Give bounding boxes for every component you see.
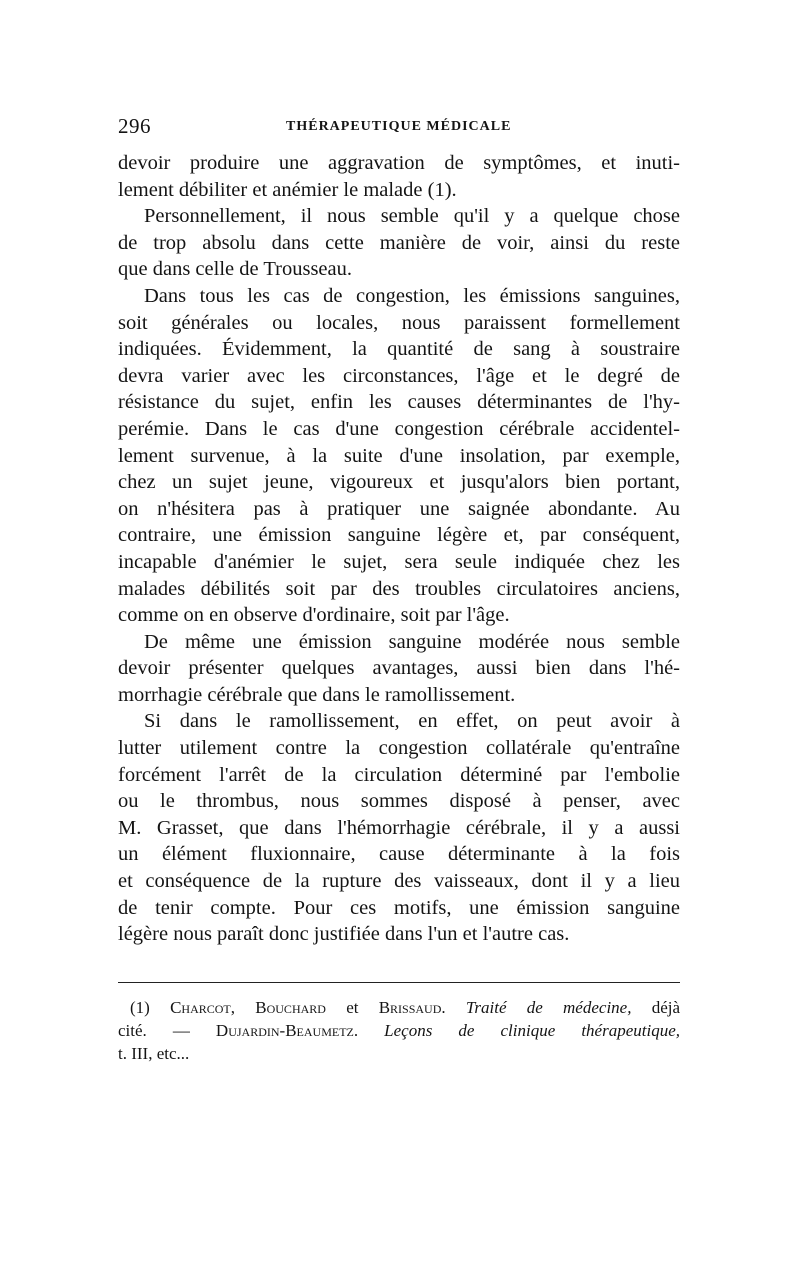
text-line: devoir produire une aggravation de symptômes, et inuti-: [118, 152, 680, 174]
footnote-work-title: Traité de médecine,: [465, 998, 632, 1017]
footnote-divider: [118, 982, 680, 983]
text-line: morrhagie cérébrale que dans le ramollissement.: [118, 683, 516, 706]
footnote-author: Charcot: [170, 998, 231, 1017]
text-line: lutter utilement contre la congestion collatérale qu'entraîne: [118, 737, 680, 760]
text-line: lement débiliter et anémier le malade (1).: [118, 178, 457, 201]
text-line: indiquées. Évidemment, la quantité de sang à soustraire: [118, 338, 680, 361]
text-line: légère nous paraît donc justifiée dans l'un et l'autre cas.: [118, 923, 570, 946]
text-line: de trop absolu dans cette manière de voir, ainsi du reste: [118, 231, 680, 254]
footnote-separator: .: [353, 1021, 385, 1040]
footnote-text: déjà: [631, 998, 681, 1017]
footnote-separator: ,: [230, 998, 256, 1017]
footnote-work-title: Leçons de clinique thérapeutique,: [384, 1021, 680, 1040]
text-line: ou le thrombus, nous sommes disposé à penser, avec: [118, 790, 680, 813]
text-line: incapable d'anémier le sujet, sera seule indiquée chez les: [118, 550, 680, 573]
text-line: chez un sujet jeune, vigoureux et jusqu'alors bien portant,: [118, 471, 680, 494]
footnote-marker: (1): [130, 998, 150, 1017]
text-line: et conséquence de la rupture des vaisseaux, dont il y a lieu: [118, 870, 680, 893]
page-header: [118, 114, 680, 144]
footnote-text: cité. —: [118, 1021, 216, 1040]
text-line: de tenir compte. Pour ces motifs, une émission sanguine: [118, 896, 680, 919]
text-line: perémie. Dans le cas d'une congestion cérébrale accidentel-: [118, 417, 680, 440]
footnote: [118, 996, 680, 1065]
footnote-author: Bouchard: [255, 998, 326, 1017]
text-line: comme on en observe d'ordinaire, soit par l'âge.: [118, 604, 510, 627]
footnote-conjunction: et: [325, 998, 379, 1017]
page-number: 296: [118, 114, 151, 138]
text-line: soit générales ou locales, nous paraissent formellement: [118, 311, 680, 334]
running-title: THÉRAPEUTIQUE MÉDICALE: [286, 119, 512, 134]
text-line: forcément l'arrêt de la circulation déterminé par l'embolie: [118, 763, 680, 786]
text-line: un élément fluxionnaire, cause déterminante à la fois: [118, 843, 680, 866]
text-line: résistance du sujet, enfin les causes déterminantes de l'hy-: [118, 391, 680, 414]
text-line: malades débilités soit par des troubles circulatoires anciens,: [118, 577, 680, 600]
text-line: que dans celle de Trousseau.: [118, 258, 352, 281]
text-line: lement survenue, à la suite d'une insolation, par exemple,: [118, 444, 680, 467]
body-text: [118, 150, 680, 948]
footnote-line: [118, 996, 680, 1019]
text-line: Dans tous les cas de congestion, les émissions sanguines,: [144, 284, 680, 307]
footnote-author: Brissaud: [378, 998, 442, 1017]
text-line: devoir présenter quelques avantages, aussi bien dans l'hé-: [118, 657, 680, 680]
text-line: on n'hésitera pas à pratiquer une saignée abondante. Au: [118, 497, 680, 520]
text-line: devra varier avec les circonstances, l'âge et le degré de: [118, 364, 680, 387]
text-line: Personnellement, il nous semble qu'il y a quelque chose: [144, 205, 680, 228]
text-line: Si dans le ramollissement, en effet, on peut avoir à: [144, 710, 680, 733]
footnote-line: t. III, etc...: [118, 1044, 190, 1063]
footnote-line: [118, 1019, 680, 1042]
text-line: De même une émission sanguine modérée nous semble: [144, 630, 680, 653]
text-line: contraire, une émission sanguine légère et, par conséquent,: [118, 524, 680, 547]
footnote-author: Dujardin-Beaumetz: [215, 1021, 354, 1040]
footnote-separator: .: [441, 998, 466, 1017]
text-line: M. Grasset, que dans l'hémorrhagie cérébrale, il y a aussi: [118, 816, 680, 839]
